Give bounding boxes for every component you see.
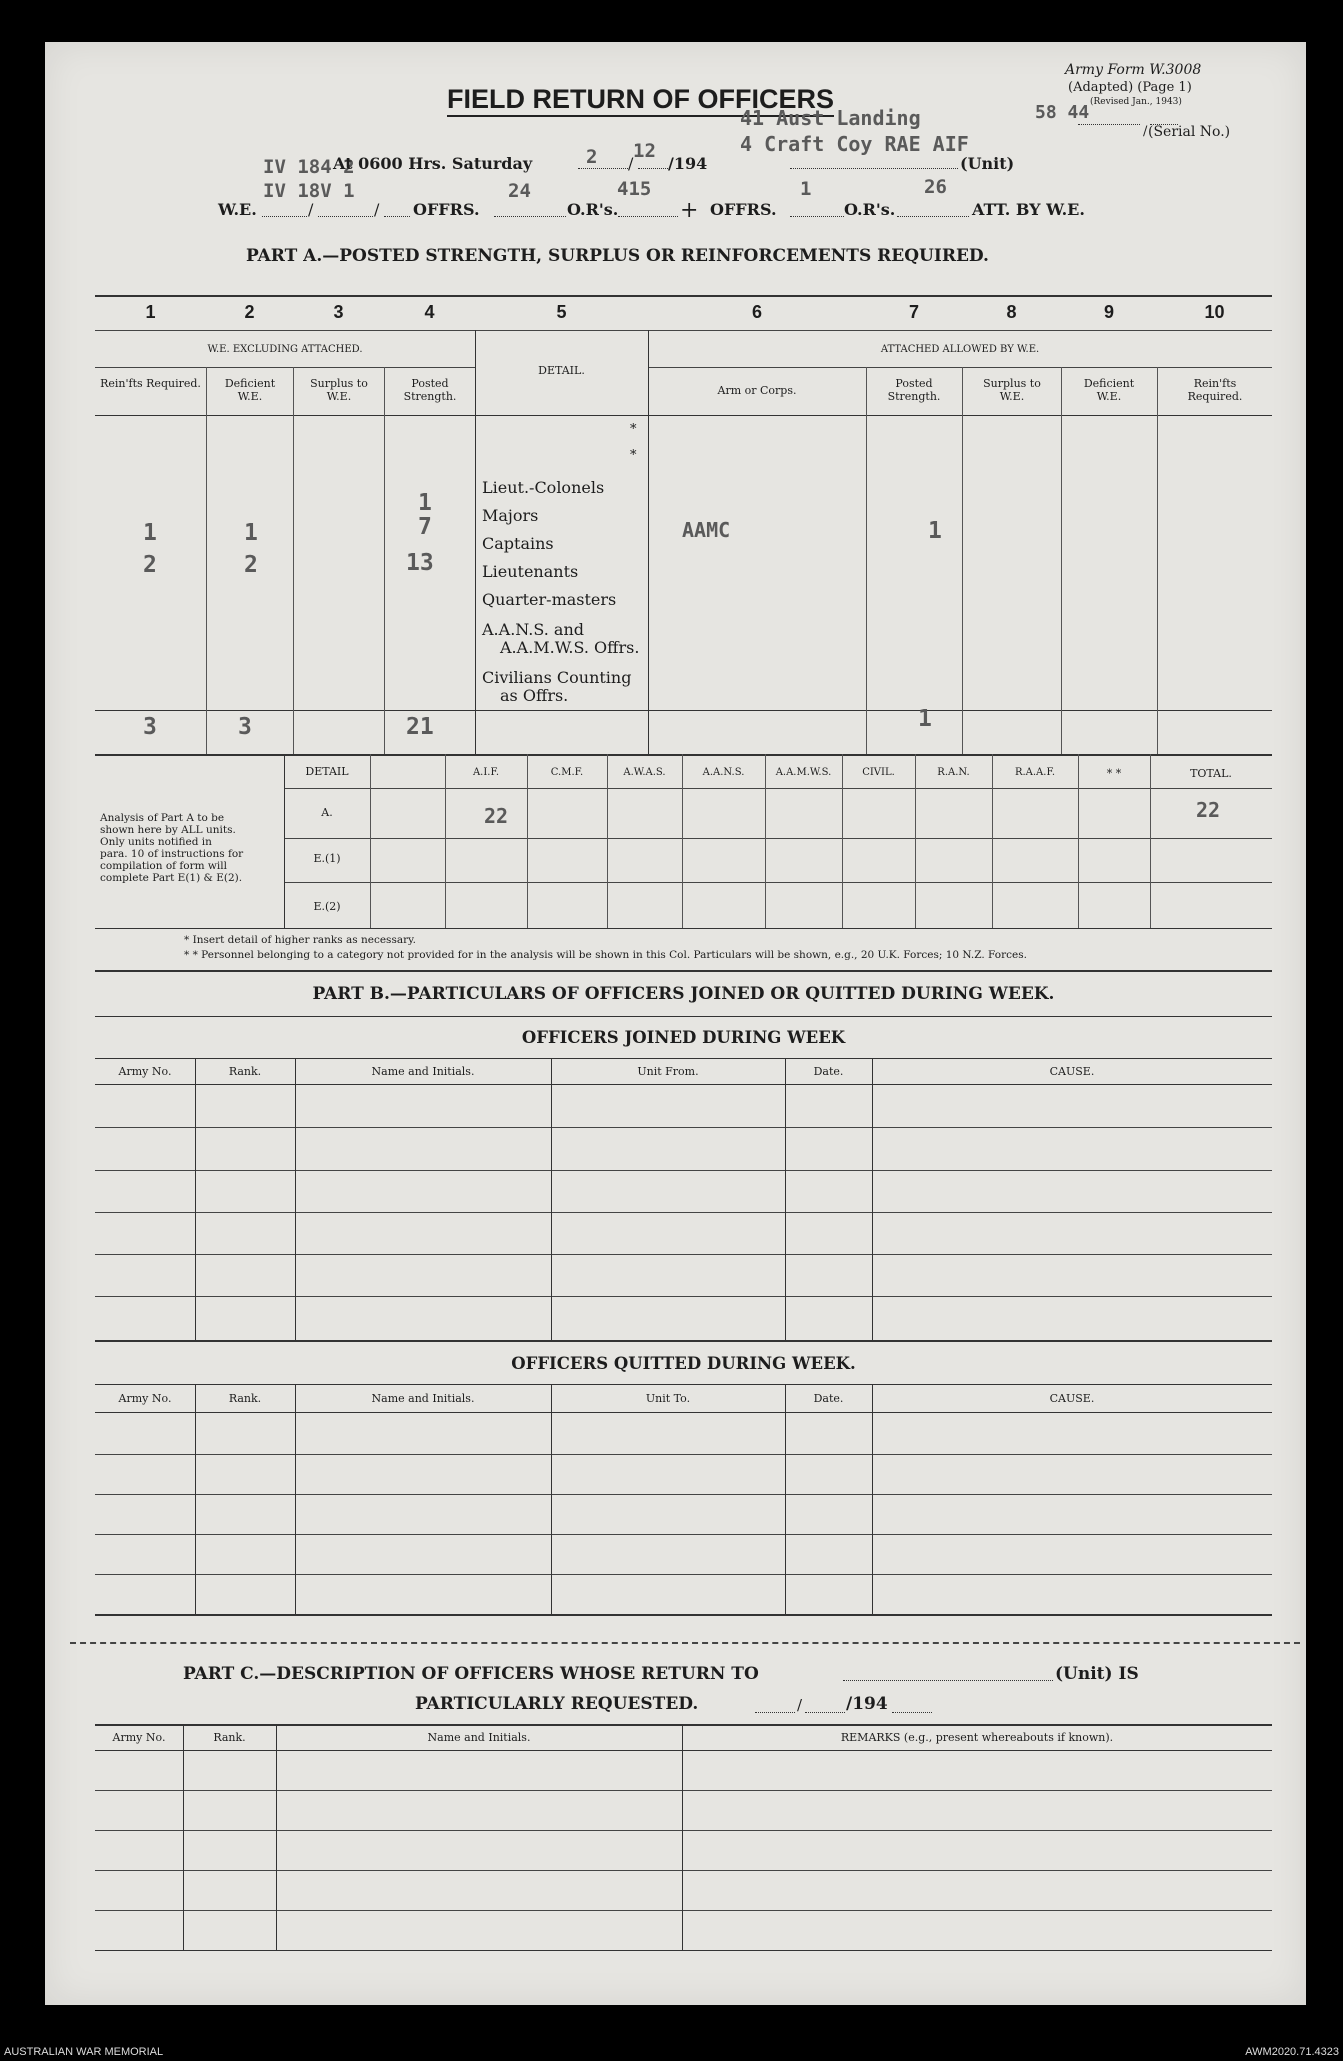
quitted-header-bottom — [95, 1412, 1272, 1413]
typed-day: 2 — [586, 146, 598, 168]
jv4 — [785, 1058, 786, 1340]
an-v5 — [682, 754, 683, 928]
col-num-8: 8 — [1006, 302, 1017, 322]
part-c-day-line — [755, 1712, 795, 1713]
analysis-h-awas: A.W.A.S. — [623, 767, 666, 778]
c4-majors: 7 — [418, 514, 432, 540]
part-c-row-2 — [95, 1830, 1272, 1831]
col-num-3: 3 — [333, 302, 344, 322]
analysis-h-raaf: R.A.A.F. — [1014, 767, 1056, 778]
part-c-h-name: Name and Initials. — [427, 1731, 531, 1744]
analysis-note-line-5: compilation of form will — [100, 860, 227, 872]
cv1 — [183, 1724, 184, 1950]
c4-lieutenants: 13 — [406, 550, 434, 576]
part-b-top-rule — [95, 970, 1272, 972]
group-right-header: ATTACHED ALLOWED BY W.E. — [880, 344, 1040, 355]
offrs-label: OFFRS. — [413, 200, 480, 219]
group-left-rule — [95, 367, 475, 368]
unit-line — [790, 168, 958, 169]
joined-row-2 — [95, 1170, 1272, 1171]
detail-header: DETAIL. — [538, 364, 585, 377]
analysis-header-rule — [284, 788, 1272, 789]
att-label: ATT. BY W.E. — [972, 200, 1085, 219]
typed-unit-line1: 41 Aust Landing — [740, 106, 921, 130]
joined-row-1 — [95, 1127, 1272, 1128]
typed-we-line2: IV 18V 1 — [263, 180, 355, 202]
analysis-a-aif: 22 — [484, 804, 509, 828]
qv1 — [195, 1384, 196, 1614]
quitted-header-top — [95, 1384, 1272, 1385]
typed-month: 12 — [633, 140, 656, 162]
quitted-bottom — [95, 1614, 1272, 1616]
form-id: Army Form W.3008 — [1065, 62, 1202, 78]
vline-a8 — [1061, 367, 1062, 754]
total-c1: 3 — [143, 714, 157, 740]
part-b-title-rule — [95, 1016, 1272, 1017]
an-v1 — [370, 754, 371, 928]
day-line — [578, 168, 628, 169]
joined-h-date: Date. — [813, 1065, 844, 1078]
star-1: * — [630, 422, 637, 437]
vline-a4 — [475, 330, 476, 754]
part-b-title: PART B.—PARTICULARS OF OFFICERS JOINED OR QUITTED DURING WEEK. — [312, 984, 1055, 1004]
analysis-note-line-6: complete Part E(1) & E(2). — [100, 872, 243, 884]
joined-row-4 — [95, 1254, 1272, 1255]
quitted-row-3 — [95, 1534, 1272, 1535]
col-num-10: 10 — [1204, 302, 1225, 322]
analysis-row-a-rule — [284, 838, 1272, 839]
joined-h-armyno: Army No. — [118, 1065, 172, 1078]
c1-captains: 1 — [143, 520, 157, 546]
quitted-row-2 — [95, 1494, 1272, 1495]
we-line-b — [318, 216, 373, 217]
analysis-note-line-1: Analysis of Part A to be — [100, 812, 225, 824]
typed-att-offrs: 1 — [800, 178, 812, 200]
an-v2 — [445, 754, 446, 928]
quitted-h-cause: CAUSE. — [1049, 1392, 1095, 1405]
analysis-h-detail: DETAIL — [305, 765, 349, 778]
rank-lieutenants: Lieutenants — [482, 562, 579, 581]
analysis-row-e1: E.(1) — [313, 852, 341, 865]
an-v4 — [607, 754, 608, 928]
analysis-h-ran: R.A.N. — [937, 767, 970, 778]
part-c-year-line — [892, 1712, 932, 1713]
joined-row-5 — [95, 1296, 1272, 1297]
page-title: FIELD RETURN OF OFFICERS — [447, 84, 834, 117]
quitted-h-armyno: Army No. — [118, 1392, 172, 1405]
analysis-note — [100, 812, 280, 884]
header-c1: Rein'fts Required. — [100, 377, 201, 390]
analysis-row-a: A. — [321, 806, 333, 819]
jv2 — [295, 1058, 296, 1340]
ors2-label: O.R's. — [844, 200, 896, 219]
offrs2-line — [790, 216, 844, 217]
rank-aamws: A.A.M.W.S. Offrs. — [500, 638, 640, 657]
part-c-month-line — [805, 1712, 845, 1713]
plus-sign: + — [680, 198, 699, 223]
an-v10 — [1078, 754, 1079, 928]
total-c2: 3 — [238, 714, 252, 740]
joined-row-3 — [95, 1212, 1272, 1213]
we-label: W.E. — [218, 200, 257, 219]
joined-title: OFFICERS JOINED DURING WEEK — [521, 1028, 846, 1047]
part-c-unit-line — [843, 1680, 1053, 1681]
part-a-bottom-rule — [95, 754, 1272, 756]
group-right-rule — [648, 367, 1272, 368]
analysis-h-aans: A.A.N.S. — [702, 767, 745, 778]
joined-header-top — [95, 1058, 1272, 1059]
quitted-row-1 — [95, 1454, 1272, 1455]
rank-civilians: Civilians Counting — [482, 668, 632, 687]
quitted-h-unit-to: Unit To. — [645, 1392, 691, 1405]
quitted-row-4 — [95, 1574, 1272, 1575]
qv4 — [785, 1384, 786, 1614]
col-num-2: 2 — [244, 302, 255, 322]
typed-unit-line2: 4 Craft Coy RAE AIF — [740, 132, 969, 156]
analysis-h-aamws: A.A.M.W.S. — [775, 767, 832, 778]
header-c2: Deficient W.E. — [224, 377, 276, 403]
vline-a7 — [962, 367, 963, 754]
year-label: /194 — [668, 154, 708, 173]
joined-header-bottom — [95, 1084, 1272, 1085]
group-left-header: W.E. EXCLUDING ATTACHED. — [207, 344, 363, 355]
analysis-bottom-rule — [95, 928, 1272, 929]
cv3 — [682, 1724, 683, 1950]
ors-line — [618, 216, 678, 217]
joined-h-name: Name and Initials. — [371, 1065, 475, 1078]
an-v8 — [915, 754, 916, 928]
jv3 — [551, 1058, 552, 1340]
col-num-9: 9 — [1103, 302, 1114, 322]
month-line — [638, 168, 668, 169]
analysis-h-cmf: C.M.F. — [550, 767, 584, 778]
header-c9: Deficient W.E. — [1083, 377, 1135, 403]
quitted-h-name: Name and Initials. — [371, 1392, 475, 1405]
rank-aans: A.A.N.S. and — [482, 620, 584, 639]
analysis-note-line-2: shown here by ALL units. — [100, 824, 236, 836]
total-c7: 1 — [918, 706, 932, 732]
totals-top-rule — [95, 710, 1272, 711]
serial-line — [1078, 124, 1140, 125]
form-adapted: (Adapted) (Page 1) — [1068, 80, 1192, 95]
part-a-num-rule — [95, 330, 1272, 331]
rank-lt-col: Lieut.-Colonels — [482, 478, 605, 497]
typed-we-line1: IV 184 2 — [263, 156, 355, 178]
typed-ors: 415 — [617, 178, 652, 200]
part-c-dashed-rule — [70, 1642, 1300, 1644]
jv1 — [195, 1058, 196, 1340]
qv3 — [551, 1384, 552, 1614]
c4-ltcol: 1 — [418, 490, 432, 516]
form-revised: (Revised Jan., 1943) — [1090, 97, 1182, 107]
vline-a2 — [293, 367, 294, 754]
an-v7 — [842, 754, 843, 928]
joined-bottom — [95, 1340, 1272, 1342]
vline-a1 — [206, 367, 207, 754]
c1-lieutenants: 2 — [143, 552, 157, 578]
typed-offrs: 24 — [508, 180, 531, 202]
analysis-a-total: 22 — [1196, 798, 1221, 822]
rank-majors: Majors — [482, 506, 539, 525]
part-c-row-4 — [95, 1910, 1272, 1911]
quitted-h-rank: Rank. — [228, 1392, 262, 1405]
header-c10: Rein'fts Required. — [1187, 377, 1243, 403]
part-c-row-1 — [95, 1790, 1272, 1791]
serial-label: (Serial No.) — [1148, 124, 1231, 140]
part-c-header-top — [95, 1724, 1272, 1726]
part-a-title: PART A.—POSTED STRENGTH, SURPLUS OR REINFORCEMENTS REQUIRED. — [246, 246, 989, 266]
header-c7: Posted Strength. — [887, 377, 941, 403]
col-num-7: 7 — [908, 302, 919, 322]
c2-captains: 1 — [244, 520, 258, 546]
header-c4: Posted Strength. — [403, 377, 457, 403]
rank-qm: Quarter-masters — [482, 590, 617, 609]
part-c-h-remarks: REMARKS (e.g., present whereabouts if known). — [840, 1731, 1114, 1744]
star-2: * — [630, 448, 637, 463]
header-c8: Surplus to W.E. — [983, 377, 1041, 403]
quitted-h-date: Date. — [813, 1392, 844, 1405]
analysis-h-civil: CIVIL. — [862, 767, 895, 778]
offrs-line — [494, 216, 566, 217]
analysis-note-line-3: Only units notified in — [100, 836, 212, 848]
analysis-row-e1-rule — [284, 882, 1272, 883]
col-num-5: 5 — [556, 302, 567, 322]
qv2 — [295, 1384, 296, 1614]
part-c-bottom — [95, 1950, 1272, 1951]
part-c-h-armyno: Army No. — [112, 1731, 166, 1744]
part-c-year: /194 — [846, 1694, 888, 1714]
footer-accession: AWM2020.71.4323 — [1245, 2046, 1339, 2058]
offrs2-label: OFFRS. — [710, 200, 777, 219]
we-line-c — [384, 216, 410, 217]
header-c3: Surplus to W.E. — [310, 377, 368, 403]
unit-label: (Unit) — [960, 154, 1015, 173]
part-c-title-line2: PARTICULARLY REQUESTED. — [415, 1694, 699, 1714]
header-bottom-rule — [95, 415, 1272, 416]
cv2 — [276, 1724, 277, 1950]
vline-a3 — [384, 367, 385, 754]
qv5 — [872, 1384, 873, 1614]
col-num-1: 1 — [145, 302, 156, 322]
analysis-h-aif: A.I.F. — [472, 767, 500, 778]
col-num-6: 6 — [751, 302, 762, 322]
analysis-row-e2: E.(2) — [313, 900, 341, 913]
part-c-title-line1a: PART C.—DESCRIPTION OF OFFICERS WHOSE RETURN TO — [183, 1664, 759, 1684]
part-c-row-3 — [95, 1870, 1272, 1871]
c7-captains: 1 — [928, 518, 942, 544]
c2-lieutenants: 2 — [244, 552, 258, 578]
jv5 — [872, 1058, 873, 1340]
analysis-h-total: TOTAL. — [1190, 767, 1232, 780]
total-c4: 21 — [406, 714, 434, 740]
part-c-header-bottom — [95, 1750, 1272, 1751]
joined-h-cause: CAUSE. — [1049, 1065, 1095, 1078]
an-v11 — [1150, 754, 1151, 928]
vline-a9 — [1157, 367, 1158, 754]
part-a-top-rule — [95, 295, 1272, 297]
col-num-4: 4 — [424, 302, 435, 322]
part-c-h-rank: Rank. — [213, 1731, 246, 1744]
an-v3 — [527, 754, 528, 928]
at-label: At 0600 Hrs. Saturday — [333, 154, 533, 173]
footer-credit: AUSTRALIAN WAR MEMORIAL — [4, 2046, 164, 2058]
joined-h-rank: Rank. — [228, 1065, 262, 1078]
analysis-h-other: * * — [1106, 767, 1122, 780]
joined-h-unit-from: Unit From. — [637, 1065, 699, 1078]
typed-att-ors: 26 — [924, 176, 947, 198]
ors2-line — [897, 216, 969, 217]
rank-captains: Captains — [482, 534, 554, 553]
typed-serial: 58 44 — [1035, 102, 1090, 123]
quitted-title: OFFICERS QUITTED DURING WEEK. — [511, 1354, 856, 1373]
footnote-1: * Insert detail of higher ranks as necessary. — [184, 934, 416, 946]
rank-as-offrs: as Offrs. — [500, 686, 569, 705]
header-c6: Arm or Corps. — [717, 384, 797, 397]
an-v9 — [992, 754, 993, 928]
vline-a6 — [866, 367, 867, 754]
an-v6 — [765, 754, 766, 928]
c6-captains: AAMC — [682, 518, 731, 542]
we-line-a — [262, 216, 307, 217]
analysis-note-line-4: para. 10 of instructions for — [100, 848, 244, 860]
ors-label: O.R's. — [567, 200, 619, 219]
part-c-title-line1b: (Unit) IS — [1055, 1664, 1139, 1684]
footnote-2: * * Personnel belonging to a category not provided for in the analysis will be shown in this Col. Particulars will be shown, e.g., 20 U.K. Forces; 10 N.Z. Forces. — [184, 949, 1027, 961]
